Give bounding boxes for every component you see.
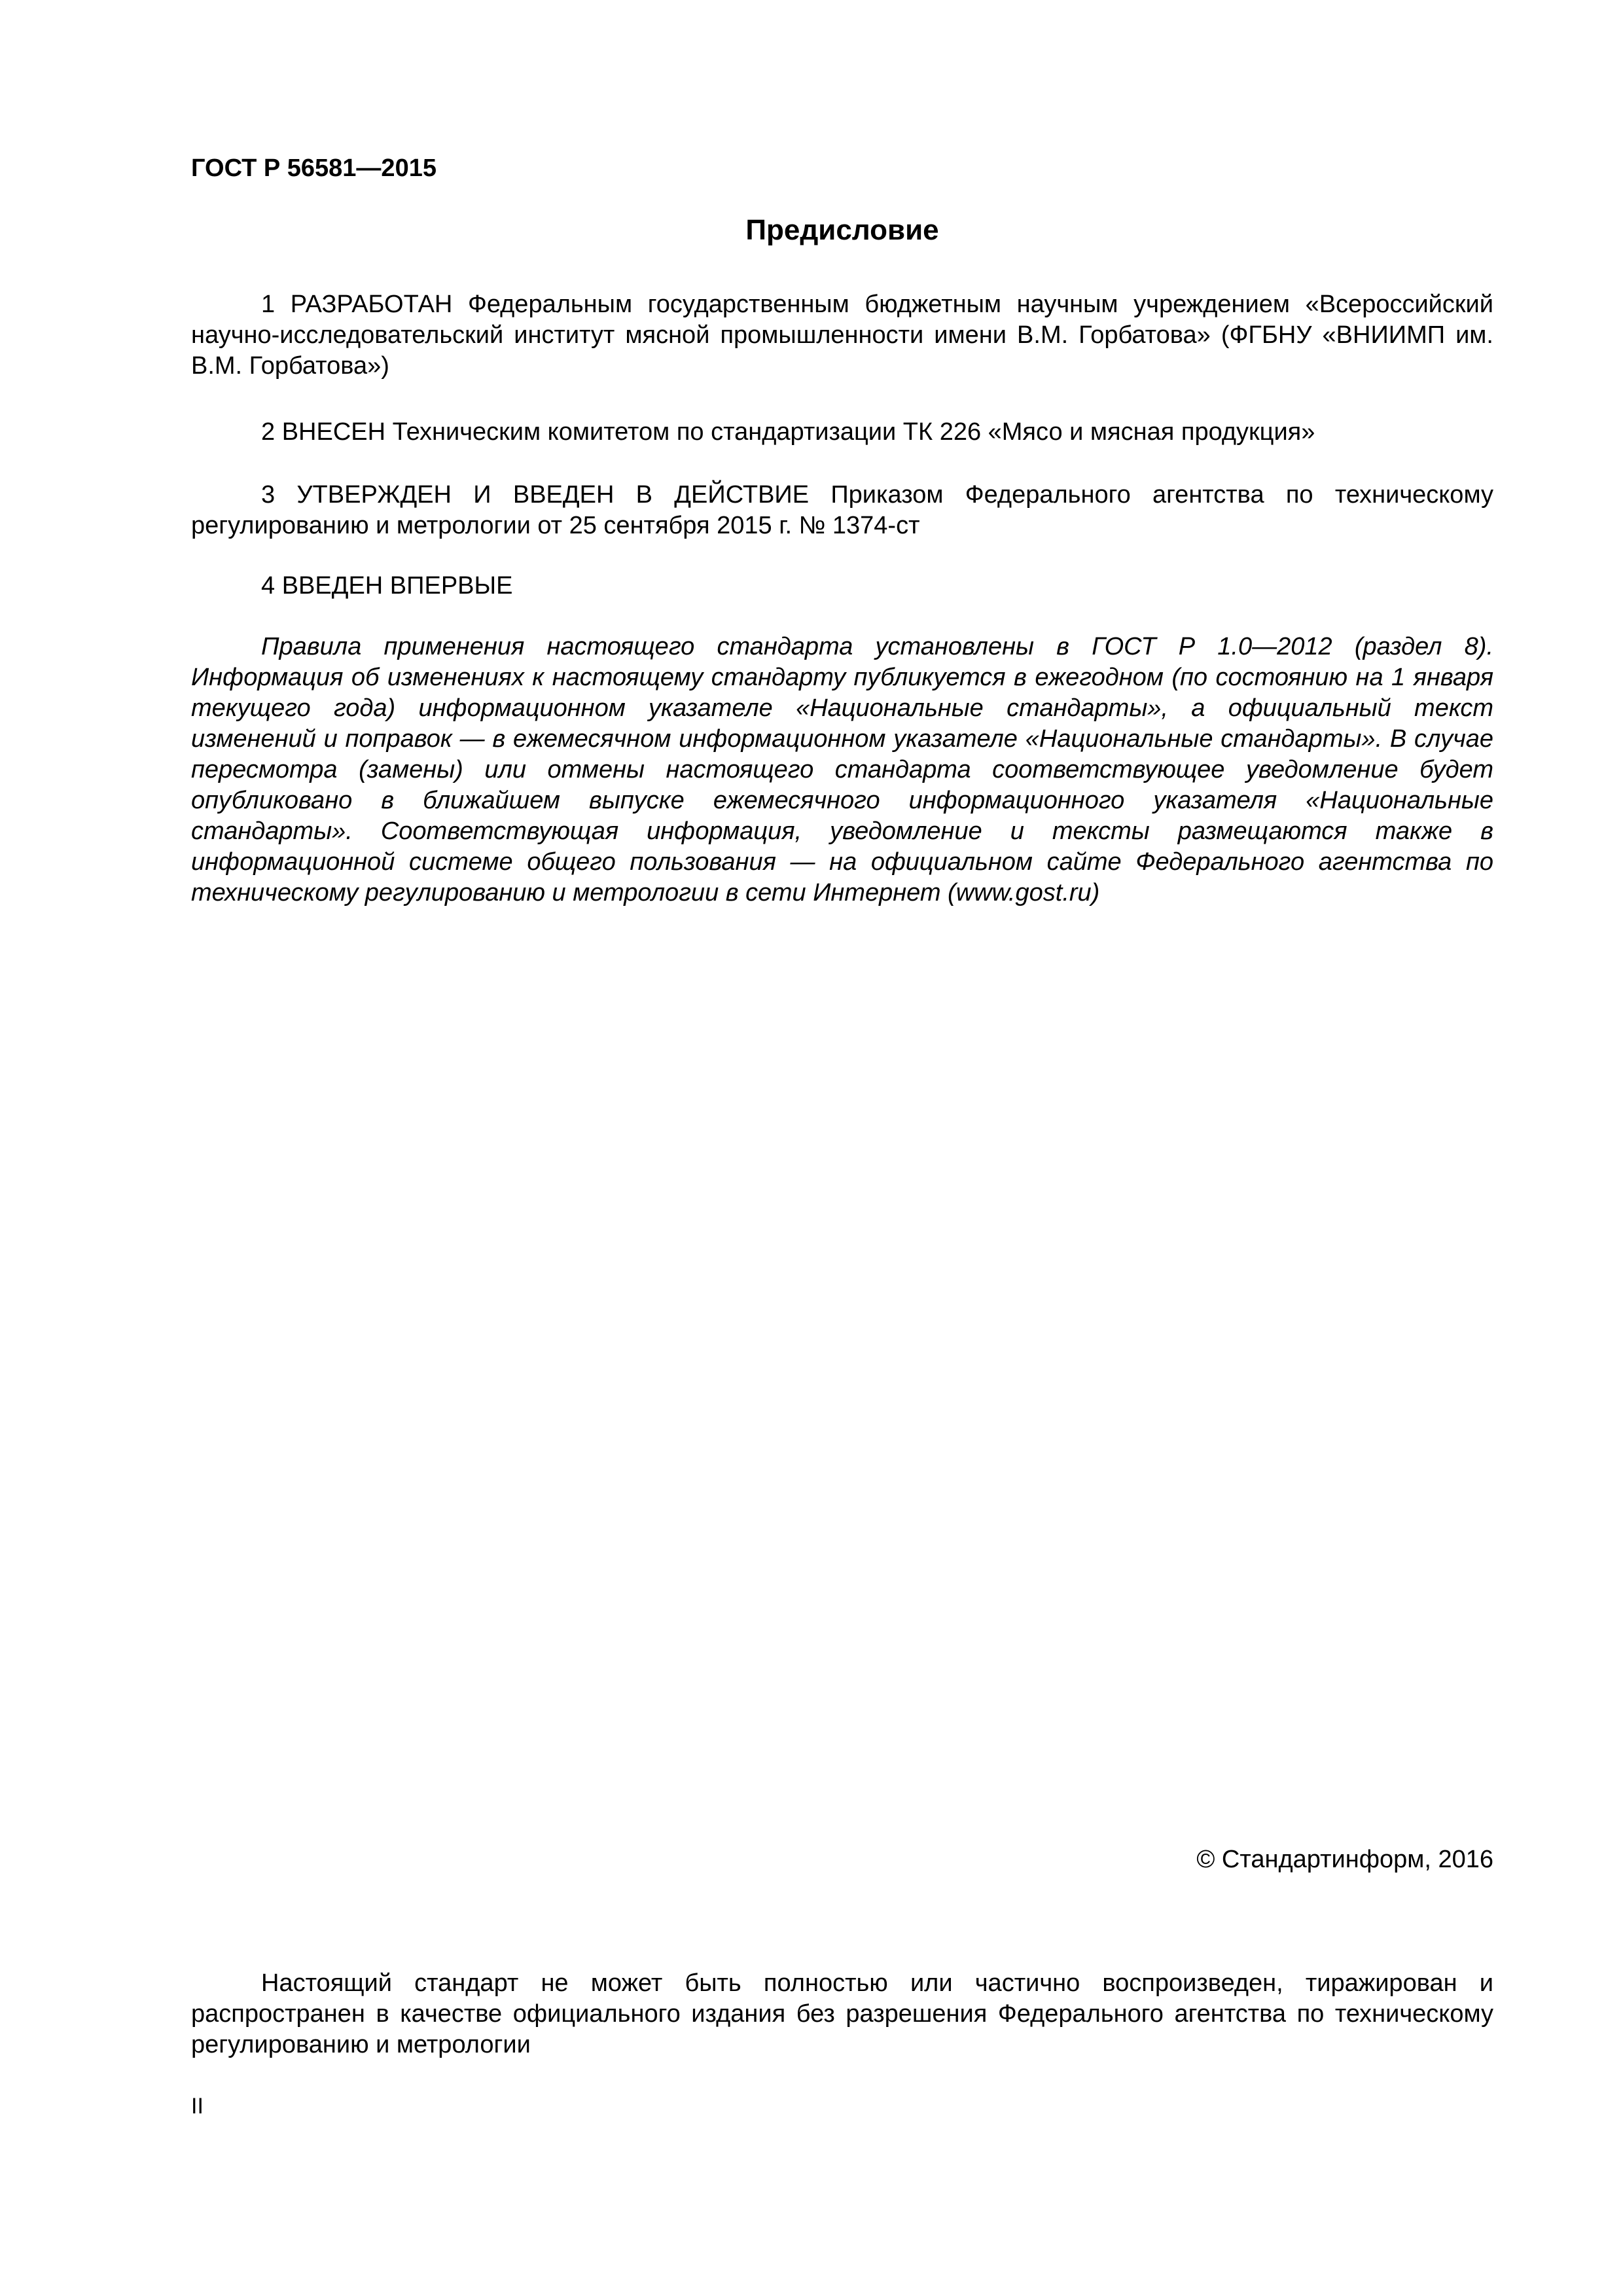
paragraph-approved: 3 УТВЕРЖДЕН И ВВЕДЕН В ДЕЙСТВИЕ Приказом Федерального агентства по техническому регулированию и метрологии от 25 сентября 2015 г. № 1374-ст	[191, 481, 1493, 539]
copyright-notice: © Стандартинформ, 2016	[1196, 1846, 1493, 1873]
paragraph-introduced-first: 4 ВВЕДЕН ВПЕРВЫЕ	[261, 572, 513, 600]
reproduction-notice: Настоящий стандарт не может быть полностью или частично воспроизведен, тиражирован и распространен в качестве официального издания без разрешения Федерального агентства по техническому регулированию и метрологии	[191, 1969, 1493, 2058]
paragraph-application-rules: Правила применения настоящего стандарта установлены в ГОСТ Р 1.0—2012 (раздел 8). Информация об изменениях к настоящему стандарту публикуется в ежегодном (по состоянию на 1 января текущего года) информационном указателе «Национальные стандарты», а официальный текст изменений и поправок — в ежемесячном информационном указателе «Национальные стандарты». В случае пересмотра (замены) или отмены настоящего стандарта соответствующее уведомление будет опубликовано в ближайшем выпуске ежемесячного информационного указателя «Национальные стандарты». Соответствующая информация, уведомление и тексты размещаются также в информационной системе общего пользования — на официальном сайте Федерального агентства по техническому регулированию и метрологии в сети Интернет (www.gost.ru)	[191, 633, 1493, 906]
paragraph-submitted-by: 2 ВНЕСЕН Техническим комитетом по стандартизации ТК 226 «Мясо и мясная продукция»	[261, 418, 1315, 446]
document-code: ГОСТ Р 56581—2015	[191, 154, 437, 182]
page-number: II	[191, 2094, 204, 2119]
paragraph-developed-by: 1 РАЗРАБОТАН Федеральным государственным бюджетным научным учреждением «Всероссийский научно-исследовательский институт мясной промышленности имени В.М. Горбатова» (ФГБНУ «ВНИИМП им. В.М. Горбатова»)	[191, 291, 1493, 380]
page-title: Предисловие	[745, 214, 939, 246]
